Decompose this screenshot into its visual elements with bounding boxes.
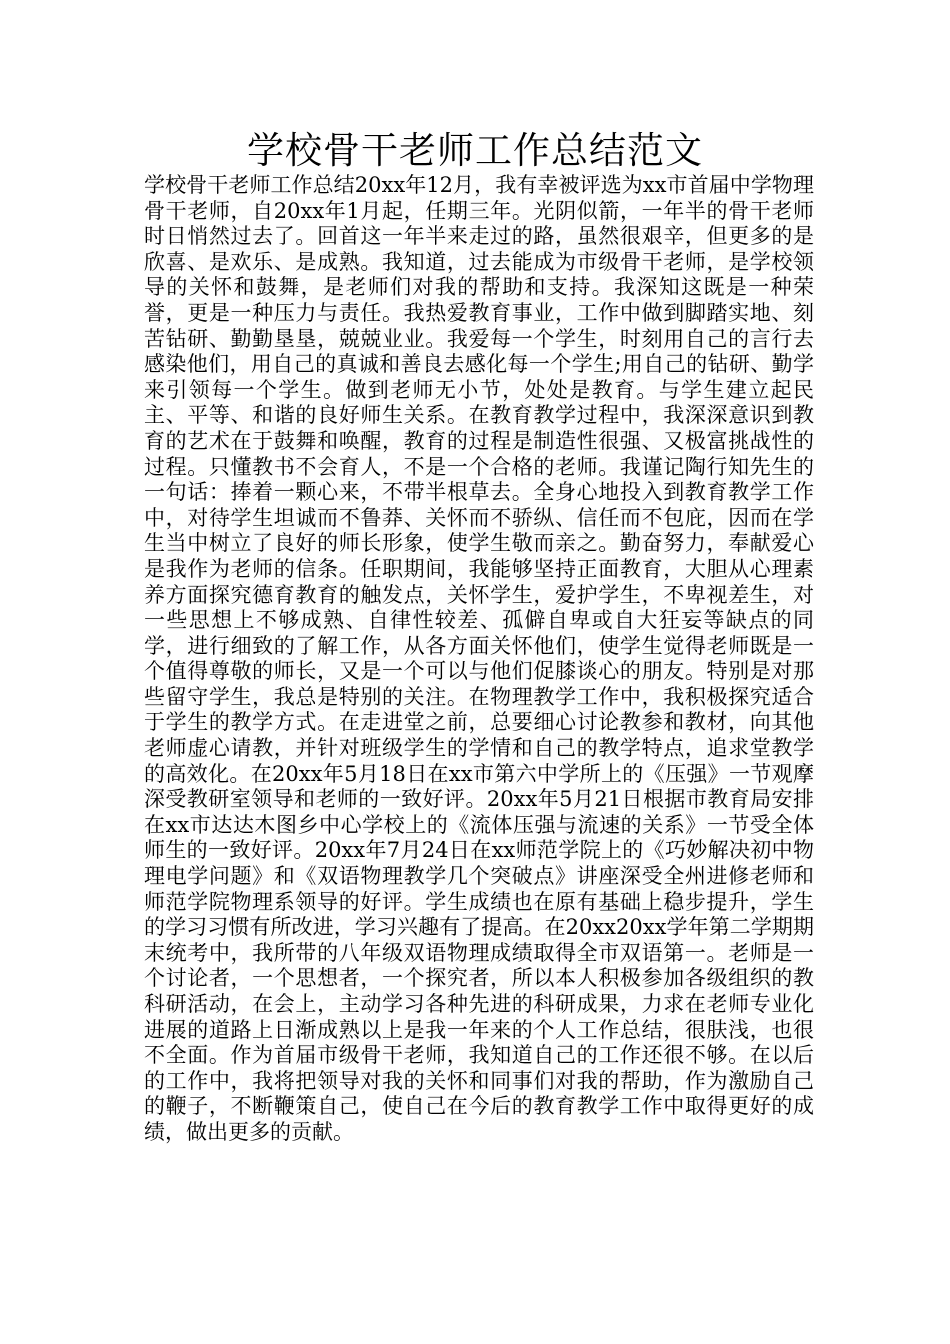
document-body: 学校骨干老师工作总结20xx年12月，我有幸被评选为xx市首届中学物理骨干老师，自20xx年1月起，任期三年。光阴似箭，一年半的骨干老师时日悄然过去了。回首这一年半来走过的路，虽然很艰辛，但更多的是欣喜、是欢乐、是成熟。我知道，过去能成为市级骨干老师，是学校领导的关怀和鼓舞，是老师们对我的帮助和支持。我深知这既是一种荣誉，更是一种压力与责任。我热爱教育事业，工作中做到脚踏实地、刻苦钻研、勤勤垦垦，兢兢业业。我爱每一个学生，时刻用自己的言行去感染他们，用自己的真诚和善良去感化每一个学生;用自己的钻研、勤学来引领每一个学生。做到老师无小节，处处是教育。与学生建立起民主、平等、和谐的良好师生关系。在教育教学过程中，我深深意识到教育的艺术在于鼓舞和唤醒，教育的过程是制造性很强、又极富挑战性的过程。只懂教书不会育人，不是一个合格的老师。我谨记陶行知先生的一句话：捧着一颗心来，不带半根草去。全身心地投入到教育教学工作中，对待学生坦诚而不鲁莽、关怀而不骄纵、信任而不包庇，因而在学生当中树立了良好的师长形象，使学生敬而亲之。勤奋努力，奉献爱心是我作为老师的信条。任职期间，我能够坚持正面教育，大胆从心理素养方面探究德育教育的触发点，关怀学生，爱护学生，不卑视差生，对一些思想上不够成熟、自律性较差、孤僻自卑或自大狂妄等缺点的同学，进行细致的了解工作，从各方面关怀他们，使学生觉得老师既是一个值得尊敬的师长，又是一个可以与他们促膝谈心的朋友。特别是对那些留守学生，我总是特别的关注。在物理教学工作中，我积极探究适合于学生的教学方式。在走进堂之前，总要细心讨论教参和教材，向其他老师虚心请教，并针对班级学生的学情和自己的教学特点，追求堂教学的高效化。在20xx年5月18日在xx市第六中学所上的《压强》一节观摩深受教研室领导和老师的一致好评。20xx年5月21日根据市教育局安排在xx市达达木图乡中心学校上的《流体压强与流速的关系》一节受全体师生的一致好评。20xx年7月24日在xx师范学院上的《巧妙解决初中物理电学问题》和《双语物理教学几个突破点》讲座深受全州进修老师和师范学院物理系领导的好评。学生成绩也在原有基础上稳步提升，学生的学习习惯有所改进，学习兴趣有了提高。在20xx20xx学年第二学期期末统考中，我所带的八年级双语物理成绩取得全市双语第一。老师是一个讨论者，一个思想者，一个探究者，所以本人积极参加各级组织的教科研活动，在会上，主动学习各种先进的科研成果，力求在老师专业化进展的道路上日渐成熟以上是我一年来的个人工作总结，很肤浅，也很不全面。作为首届市级骨干老师，我知道自己的工作还很不够。在以后的工作中，我将把领导对我的关怀和同事们对我的帮助，作为激励自己的鞭子，不断鞭策自己，使自己在今后的教育教学工作中取得更好的成绩，做出更多的贡献。 bbox=[144, 173, 814, 1144]
document-title: 学校骨干老师工作总结范文 bbox=[247, 129, 703, 172]
